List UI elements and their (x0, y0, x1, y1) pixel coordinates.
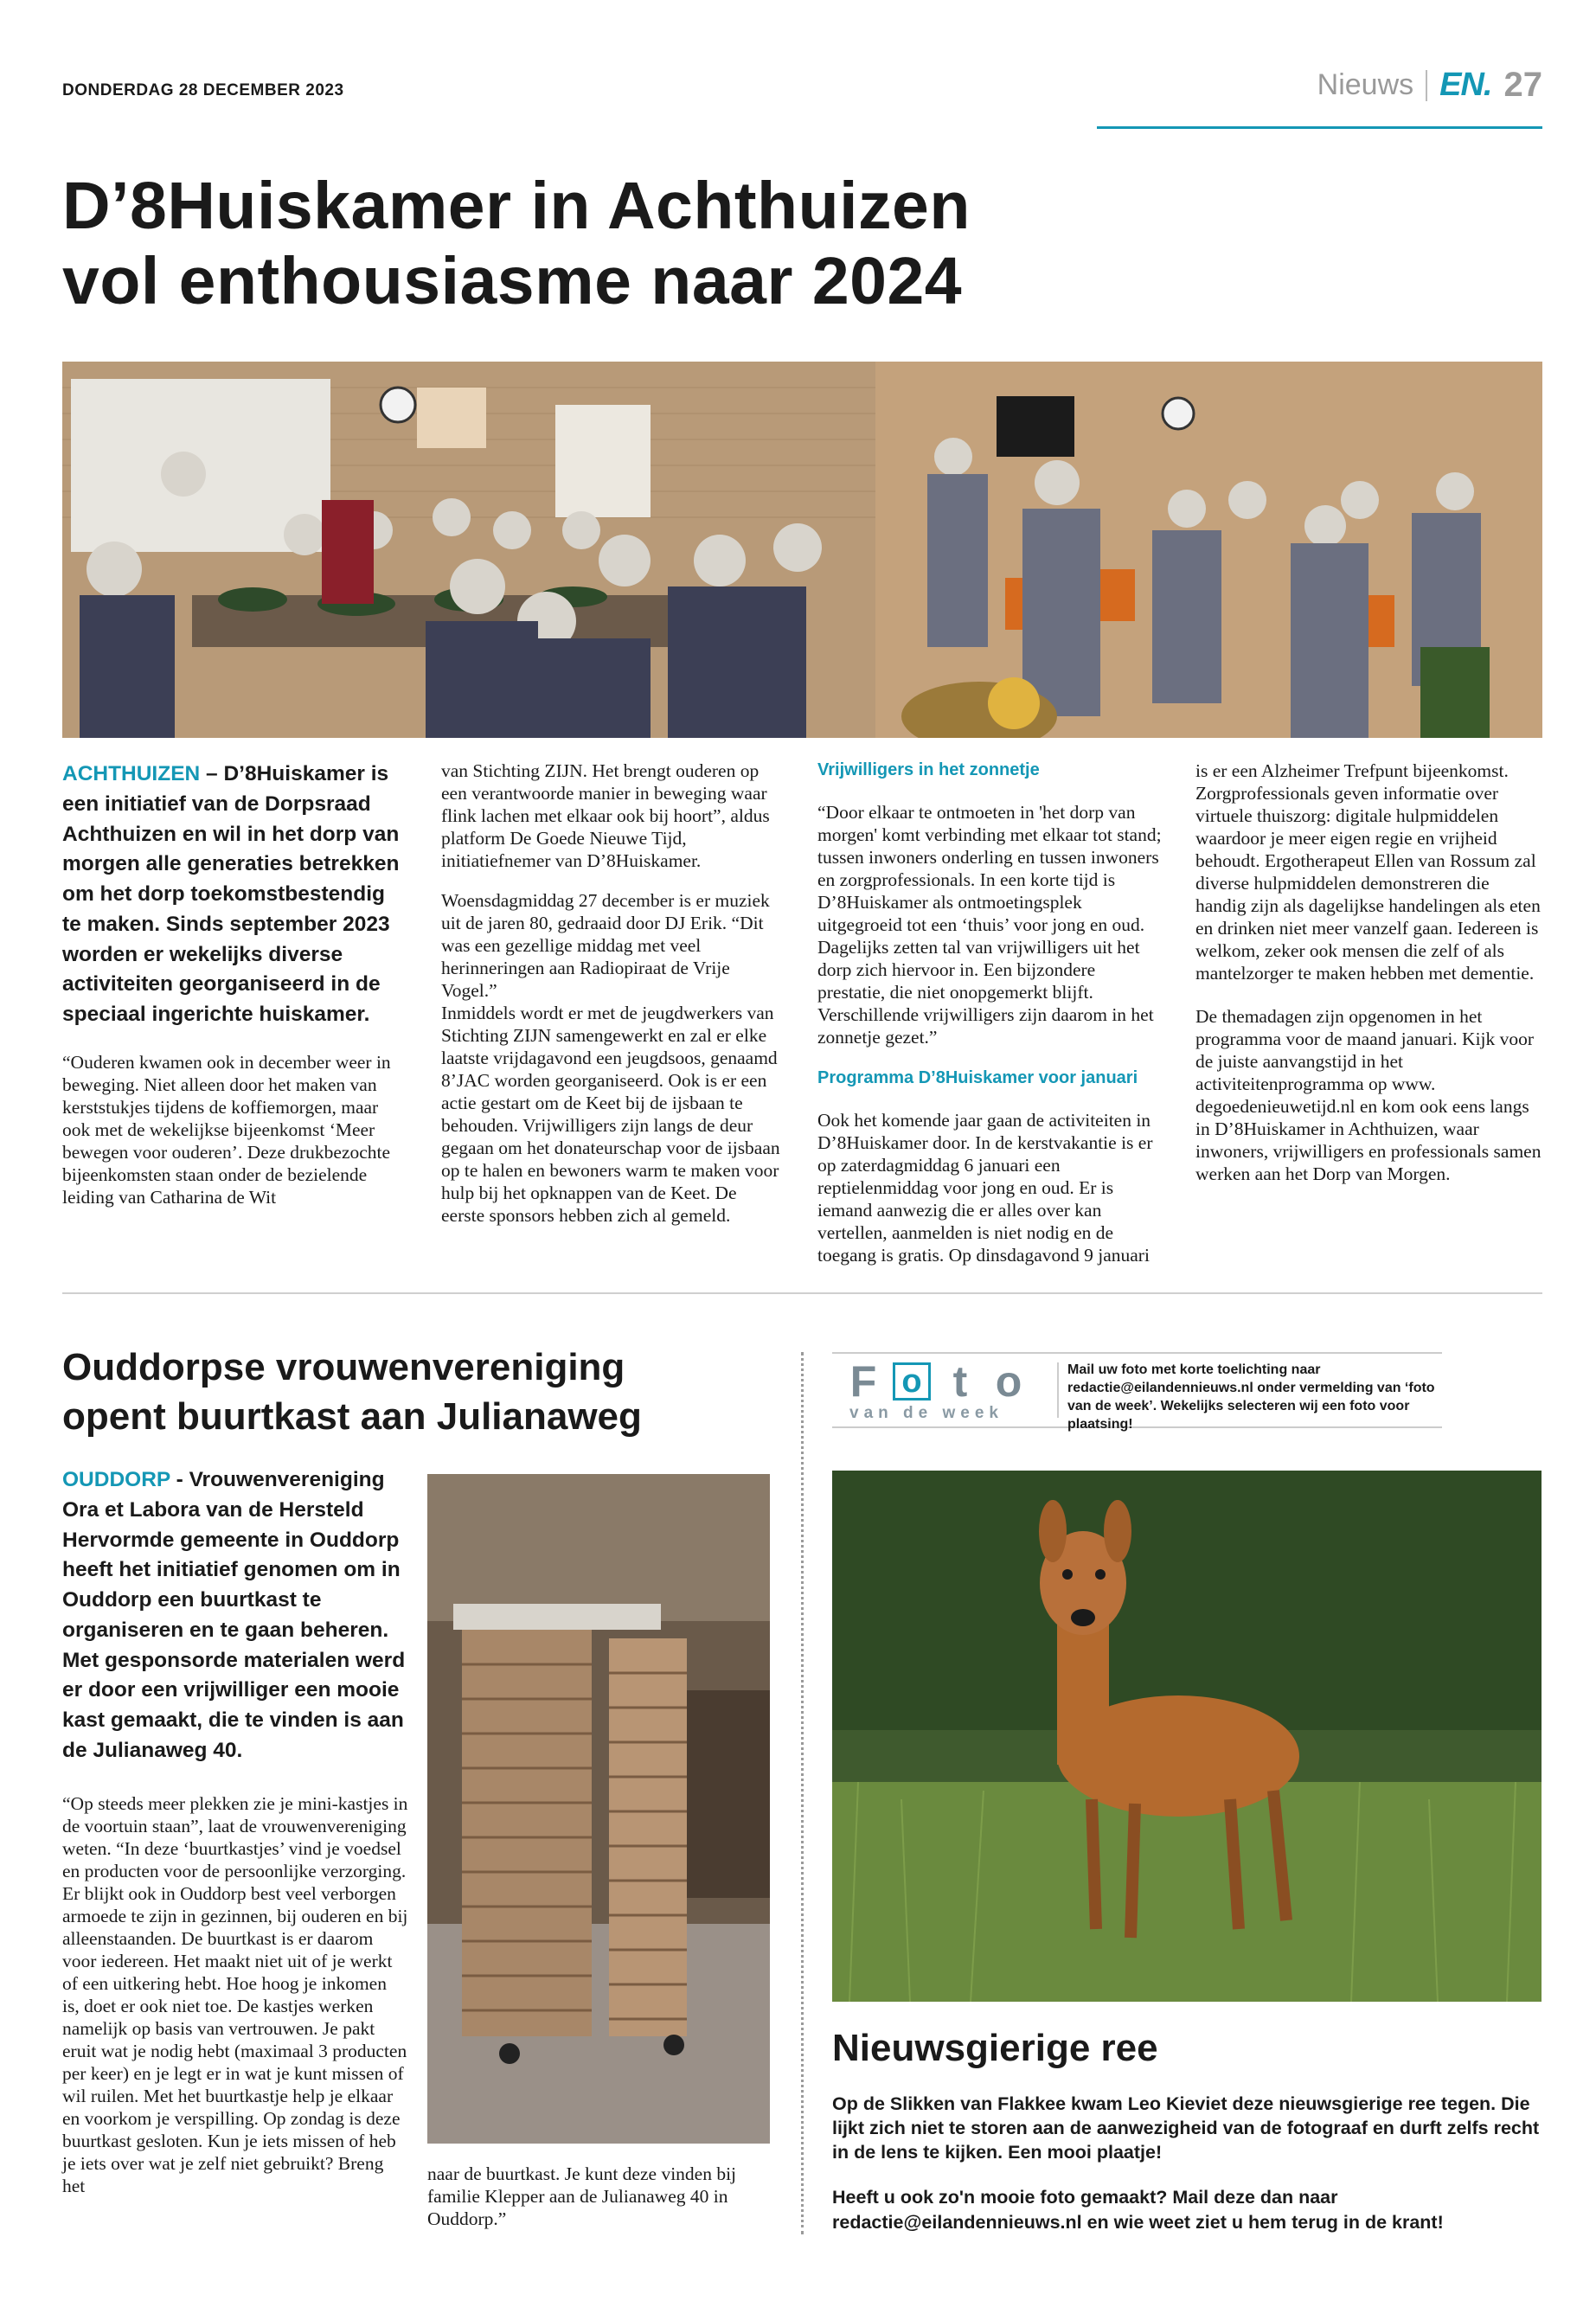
page-number: 27 (1503, 66, 1542, 104)
article1-paragraph: Ook het komende jaar gaan de activiteiten in D’8Huiskamer door. In de kerstvakantie is er op zaterdagmiddag 6 januari een reptielenmiddag voor jong en oud. Er is iemand aanwezig die er alles over kan vertellen, aanmelden is niet nodig en de toegang is gratis. Op dinsdagavond 9 januari (817, 1110, 1153, 1266)
foto-letter: t (952, 1357, 968, 1406)
foto-title: Nieuwsgierige ree (832, 2027, 1158, 2069)
article2-headline-line2: opent buurtkast aan Julianaweg (62, 1395, 642, 1439)
article1-column-2 (441, 760, 784, 1247)
article1-paragraph: Inmiddels wordt er met de jeugdwerkers van Stichting ZIJN samengewerkt en zal er elke laatste vrijdagavond een jeugdsoos, genaamd 8’JAC worden georganiseerd. Ook is er een actie gestart om de Keet bij de ijsbaan te behouden. Vrijwilligers zijn langs de deur gegaan om het donateurschap voor de ijsbaan op te halen en bewoners warm te maken voor hulp bij het opknappen van de Keet. De eerste sponsors hebben zich al gemeld. (441, 1003, 780, 1226)
article1-paragraph: “Door elkaar te ontmoeten in 'het dorp van morgen' komt verbinding met elkaar tot stand; tussen inwoners onderling en tussen inwoners en zorgprofessionals. In een korte tijd is D’8Huiskamer als ontmoetingsplek uitgegroeid tot een ‘thuis’ voor jong en oud. Dagelijks zetten tal van vrijwilligers uit het dorp zich hiervoor in. Een bijzondere prestatie, die niet onopgemerkt blijft. Verschillende vrijwilligers zijn daarom in het zonnetje gezet.” (817, 802, 1162, 1048)
article2-headline-line1: Ouddorpse vrouwenvereniging (62, 1346, 625, 1388)
article2-kicker: OUDDORP (62, 1468, 170, 1491)
article2-lead: - Vrouwenvereniging Ora et Labora van de Hersteld Hervormde gemeente in Ouddorp heeft het initiatief genomen om in Ouddorp een buurtkast te organiseren en te gaan beheren. Met gesponsorde materialen werd er door een vrijwilliger een mooie kast gemaakt, die te vinden is aan de Julianaweg 40. (62, 1468, 406, 1763)
foto-instructions: Mail uw foto met korte toelichting naar redactie@eilandennieuws.nl onder vermelding van ‘foto van de week’. Wekelijks selecteren wij een foto voor plaatsing! (1067, 1362, 1435, 1433)
foto-logo (844, 1357, 1028, 1406)
article1-kicker: ACHTHUIZEN (62, 762, 201, 785)
foto-letter: F (849, 1357, 877, 1406)
article1-column-4 (1195, 760, 1542, 1206)
foto-subtitle: van de week (849, 1404, 1003, 1422)
foto-caption (832, 2092, 1542, 2255)
section-label: Nieuws (1317, 68, 1414, 101)
foto-van-de-week-header (832, 1352, 1442, 1433)
article2-photo-buurtkast (427, 1474, 770, 2144)
foto-caption-paragraph: Op de Slikken van Flakkee kwam Leo Kieviet deze nieuwsgierige ree tegen. Die lijkt zich niet te storen aan de aanwezigheid van de fotograaf en durft zelfs recht in de lens te kijken. Een mooi plaatje! (832, 2093, 1540, 2163)
article1-paragraph: van Stichting ZIJN. Het brengt ouderen op een verantwoorde manier in beweging waar flink lachen met elkaar ook bij hoort”, aldus platform De Goede Nieuwe Tijd, initiatiefnemer van D’8Huiskamer. (441, 760, 770, 871)
article1-subheading: Vrijwilligers in het zonnetje (817, 760, 1040, 779)
article1-headline (62, 169, 1187, 319)
foto-letter: o (995, 1357, 1022, 1406)
article1-photo (62, 362, 1542, 738)
article1-paragraph: “Ouderen kwamen ook in december weer in beweging. Niet alleen door het maken van kerststukjes tijdens de koffiemorgen, maar ook met de wekelijkse bijeenkomst ‘Meer bewegen voor ouderen’. Deze drukbezochte bijeenkomsten staan onder de bezielende leiding van Catharina de Wit (62, 1052, 391, 1208)
article1-subheading: Programma D’8Huiskamer voor januari (817, 1068, 1138, 1088)
page-header-right (1317, 66, 1542, 105)
header-separator (1426, 70, 1427, 101)
article1-column-1 (62, 760, 407, 1229)
article1-headline-line2: vol enthousiasme naar 2024 (62, 244, 963, 318)
article1-paragraph: De themadagen zijn opgenomen in het programma voor de maand januari. Kijk voor de juiste aanvangstijd in het activiteitenprogramma op www. degoedenieuwetijd.nl en kom ook eens langs in D’8Huiskamer in Achthuizen, waar inwoners, vrijwilligers en professionals samen werken aan het Dorp van Morgen. (1195, 1006, 1542, 1184)
article2-headline (62, 1343, 772, 1441)
column-dotted-divider (801, 1352, 804, 2234)
article1-paragraph: is er een Alzheimer Trefpunt bijeenkomst. Zorgprofessionals geven informatie over virtuele thuiszorg: digitale hulpmiddelen waardoor je meer eigen regie en vrijheid behoudt. Ergotherapeut Ellen van Rossum zal diverse hulpmiddelen demonstreren die handig zijn als dagelijkse handelingen als eten en drinken niet meer vanzelf gaan. Iedereen is welkom, zeker ook mensen die zelf of als mantelzorger te maken hebben met dementie. (1195, 760, 1541, 984)
issue-date: DONDERDAG 28 DECEMBER 2023 (62, 81, 344, 99)
publication-logo: EN. (1439, 67, 1492, 103)
article2-paragraph: “Op steeds meer plekken zie je mini-kastjes in de voortuin staan”, laat de vrouwenvereniging weten. “In deze ‘buurtkastjes’ vind je voedsel en producten voor de persoonlijke verzorging. Er blijkt ook in Ouddorp best veel verborgen armoede te zijn in gezinnen, bij ouderen en bij alleenstaanden. De buurtkast is er daarom voor iedereen. Het maakt niet uit of je werkt of een uitkering hebt. Hoe hoog je inkomen is, doet er ook niet toe. De kastjes werken namelijk op basis van vertrouwen. Je pakt eruit wat je nodig hebt (maximaal 3 producten per keer) en je legt er in wat je kunt missen of wil ruilen. Met het buurtkastje help je elkaar en voorkom je verspilling. Op zondag is deze buurtkast gesloten. Kun je iets missen of heb je iets over wat je zelf niet gebruikt? Breng het (62, 1792, 408, 2196)
article1-lead: – D’8Huiskamer is een initiatief van de Dorpsraad Achthuizen en wil in het dorp van morgen alle generaties betrekken om het dorp toekomstbestendig te maken. Sinds september 2023 worden er wekelijks diverse activiteiten georganiseerd in de speciaal ingerichte huiskamer. (62, 762, 400, 1027)
foto-separator (1057, 1362, 1059, 1418)
article2-column-1 (62, 1465, 408, 2218)
article2-paragraph: naar de buurtkast. Je kunt deze vinden bij familie Klepper aan de Julianaweg 40 in Ouddorp.” (427, 2163, 737, 2229)
article1-paragraph: Woensdagmiddag 27 december is er muziek uit de jaren 80, gedraaid door DJ Erik. “Dit was een gezellige middag met veel herinneringen aan Radiopiraat de Vrije Vogel.” (441, 890, 770, 1001)
article1-headline-line1: D’8Huiskamer in Achthuizen (62, 169, 971, 243)
header-rule (1097, 126, 1542, 129)
article2-column-2 (427, 2163, 770, 2251)
foto-letter-boxed: o (893, 1362, 931, 1400)
article1-column-3 (817, 760, 1162, 1287)
foto-caption-paragraph: Heeft u ook zo'n mooie foto gemaakt? Mail deze dan naar redactie@eilandennieuws.nl en wie weet ziet u hem terug in de krant! (832, 2187, 1444, 2233)
section-divider (62, 1292, 1542, 1294)
foto-deer-photo (832, 1471, 1542, 2002)
